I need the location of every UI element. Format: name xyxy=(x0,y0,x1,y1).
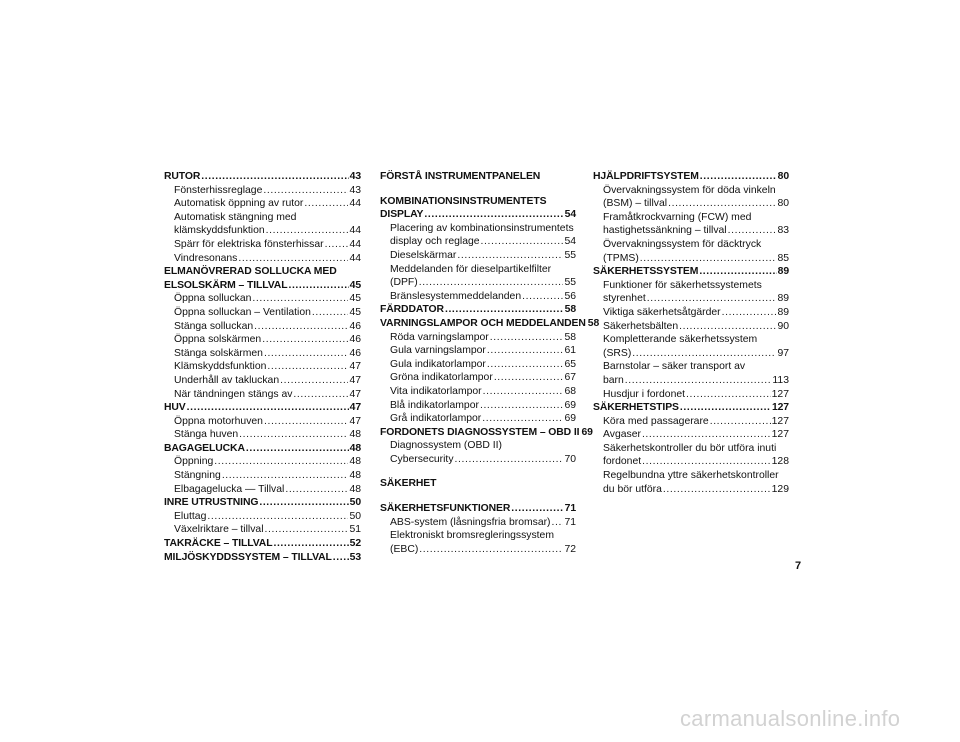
leader-dots xyxy=(522,290,563,304)
toc-subentry[interactable] xyxy=(164,510,361,524)
toc-subentry-line: Framåtkrockvarning (FCW) med xyxy=(603,211,752,223)
toc-section[interactable] xyxy=(380,502,576,516)
toc-subentry-title: Gröna indikatorlampor xyxy=(390,372,493,384)
toc-subentry-page: 46 xyxy=(349,320,361,332)
toc-section-page: 43 xyxy=(349,171,361,182)
toc-subentry-line: Funktioner för säkerhetssystemets xyxy=(603,279,762,291)
toc-subentry[interactable] xyxy=(380,516,576,530)
leader-dots xyxy=(424,208,563,222)
toc-subentry-title: (SRS) xyxy=(603,347,632,359)
leader-dots xyxy=(222,469,349,483)
toc-section-title: HJÄLPDRIFTSYSTEM xyxy=(593,171,699,182)
toc-section-title: FORDONETS DIAGNOSSYSTEM – OBD II xyxy=(380,426,580,438)
leader-dots xyxy=(266,224,349,238)
toc-subentry[interactable] xyxy=(380,543,576,557)
leader-dots xyxy=(252,292,348,306)
toc-subentry-title: du bör utföra xyxy=(603,483,662,495)
toc-subentry-title: Eluttag xyxy=(174,510,207,522)
toc-section-title: INRE UTRUSTNING xyxy=(164,497,259,509)
toc-subentry-title: Automatisk öppning av rutor xyxy=(174,198,304,210)
toc-subentry-title: Dieselskärmar xyxy=(390,249,457,261)
toc-subentry[interactable] xyxy=(380,399,576,413)
leader-dots xyxy=(214,455,348,469)
toc-subentry[interactable] xyxy=(164,469,361,483)
toc-subentry[interactable] xyxy=(593,197,789,211)
toc-subentry[interactable] xyxy=(593,388,789,402)
toc-section-line: KOMBINATIONSINSTRUMENTETS xyxy=(380,195,547,207)
toc-subentry[interactable] xyxy=(380,371,576,385)
toc-section[interactable] xyxy=(164,551,361,565)
toc-subentry-page: 44 xyxy=(349,252,361,264)
toc-subentry[interactable] xyxy=(593,252,789,266)
toc-subentry[interactable] xyxy=(380,249,576,263)
toc-section-line: ELMANÖVRERAD SOLLUCKA MED xyxy=(164,266,337,278)
toc-section-page: 50 xyxy=(349,497,361,509)
toc-subentry-page: 47 xyxy=(349,388,361,400)
toc-subentry-title: Fönsterhissreglage xyxy=(174,184,263,196)
toc-subentry-title: Stänga huven xyxy=(174,429,239,441)
toc-section[interactable] xyxy=(164,170,361,184)
toc-subentry-title: Blå indikatorlampor xyxy=(390,399,479,411)
toc-subentry[interactable] xyxy=(164,415,361,429)
leader-dots xyxy=(722,306,777,320)
toc-subentry-page: 44 xyxy=(349,238,361,250)
toc-section[interactable] xyxy=(164,537,361,551)
toc-subentry[interactable] xyxy=(164,306,361,320)
toc-subentry-title: Stänga solluckan xyxy=(174,320,254,332)
toc-subentry-page: 65 xyxy=(564,358,576,370)
toc-subentry-page: 80 xyxy=(777,198,789,210)
toc-subentry-title: Säkerhetsbälten xyxy=(603,320,679,332)
toc-subentry-page: 55 xyxy=(564,277,576,289)
toc-subentry-page: 67 xyxy=(564,372,576,384)
leader-dots xyxy=(699,265,776,279)
toc-subentry[interactable] xyxy=(164,320,361,334)
toc-subentry[interactable] xyxy=(380,453,576,467)
toc-subentry[interactable] xyxy=(164,374,361,388)
toc-subentry-page: 72 xyxy=(564,543,576,555)
toc-subentry-page: 127 xyxy=(771,388,789,400)
leader-dots xyxy=(632,347,776,361)
toc-subentry[interactable] xyxy=(164,455,361,469)
toc-subentry-title: (TPMS) xyxy=(603,252,639,264)
toc-subentry-title: (BSM) – tillval xyxy=(603,198,668,210)
toc-subentry-title: Vindresonans xyxy=(174,252,238,264)
toc-subentry-page: 50 xyxy=(349,510,361,522)
spacer xyxy=(380,491,576,502)
toc-subentry-page: 61 xyxy=(564,345,576,357)
leader-dots xyxy=(280,374,348,388)
toc-subentry-title: Öppning xyxy=(174,456,214,468)
toc-subentry-page: 89 xyxy=(777,306,789,318)
toc-subentry-title: display och reglage xyxy=(390,236,480,248)
leader-dots xyxy=(480,399,563,413)
toc-subentry-page: 44 xyxy=(349,198,361,210)
toc-subentry[interactable] xyxy=(164,238,361,252)
toc-subentry-page: 48 xyxy=(349,483,361,495)
leader-dots xyxy=(494,371,564,385)
toc-section-page: 71 xyxy=(564,503,576,515)
toc-section[interactable] xyxy=(593,170,789,184)
toc-section-title: MILJÖSKYDDSSYSTEM – TILLVAL xyxy=(164,551,332,563)
toc-section-page: 48 xyxy=(349,442,361,454)
toc-subentry-page: 45 xyxy=(349,293,361,305)
toc-subentry-title: Elbagagelucka — Tillval xyxy=(174,483,285,495)
toc-section-page: 89 xyxy=(777,266,789,278)
leader-dots xyxy=(325,238,349,252)
leader-dots xyxy=(304,197,348,211)
leader-dots xyxy=(293,388,348,402)
toc-section[interactable] xyxy=(164,401,361,415)
toc-subentry-title: Öppna solluckan xyxy=(174,293,252,305)
toc-subentry[interactable] xyxy=(380,331,576,345)
leader-dots xyxy=(273,537,348,551)
toc-subentry[interactable] xyxy=(380,276,576,290)
leader-dots xyxy=(481,235,564,249)
toc-subentry-title: Husdjur i fordonet xyxy=(603,388,686,400)
leader-dots xyxy=(487,358,564,372)
toc-section[interactable] xyxy=(380,317,600,331)
leader-dots xyxy=(285,483,348,497)
leader-dots xyxy=(239,428,348,442)
toc-subentry-page: 46 xyxy=(349,347,361,359)
leader-dots xyxy=(246,442,349,456)
toc-subentry-line: Elektroniskt bromsregleringssystem xyxy=(390,530,554,542)
toc-subentry-page: 69 xyxy=(564,399,576,411)
leader-dots xyxy=(680,401,771,415)
leader-dots xyxy=(552,516,564,530)
toc-subentry-page: 48 xyxy=(349,429,361,441)
toc-subentry-page: 85 xyxy=(777,252,789,264)
toc-section-page: 54 xyxy=(564,209,576,221)
leader-dots xyxy=(264,415,348,429)
toc-subentry-page: 56 xyxy=(564,290,576,302)
toc-section-title: SÄKERHETSTIPS xyxy=(593,402,679,414)
leader-dots xyxy=(262,333,348,347)
toc-subentry-title: hastighetssänkning – tillval xyxy=(603,225,727,237)
toc-section[interactable] xyxy=(164,279,361,293)
leader-dots xyxy=(483,385,564,399)
leader-dots xyxy=(625,374,772,388)
leader-dots xyxy=(201,170,348,184)
toc-subentry-line: Automatisk stängning med xyxy=(174,211,297,223)
toc-subentry[interactable] xyxy=(164,428,361,442)
toc-subentry-page: 47 xyxy=(349,361,361,373)
leader-dots xyxy=(663,483,771,497)
toc-section-title: HUV xyxy=(164,402,186,414)
toc-section-title: RUTOR xyxy=(164,171,201,182)
toc-subentry-page: 45 xyxy=(349,306,361,318)
toc-section[interactable] xyxy=(380,303,576,317)
toc-subentry-title: Grå indikatorlampor xyxy=(390,413,482,425)
toc-column-1 xyxy=(164,170,361,564)
toc-section-page: 52 xyxy=(349,538,361,550)
toc-subentry[interactable] xyxy=(593,292,789,306)
toc-subentry-page: 44 xyxy=(349,225,361,237)
toc-subentry[interactable] xyxy=(593,320,789,334)
toc-subentry[interactable] xyxy=(164,388,361,402)
toc-subentry-page: 127 xyxy=(771,415,789,427)
toc-subentry[interactable] xyxy=(593,483,789,497)
toc-subentry[interactable] xyxy=(593,224,789,238)
toc-section-page: 58 xyxy=(587,317,600,329)
toc-subentry[interactable] xyxy=(164,347,361,361)
toc-subentry-line: Säkerhetskontroller du bör utföra inuti xyxy=(603,442,777,454)
toc-subentry-page: 129 xyxy=(771,483,789,495)
leader-dots xyxy=(267,360,348,374)
toc-subentry-title: Växelriktare – tillval xyxy=(174,524,264,536)
spacer xyxy=(380,466,576,477)
toc-subentry-page: 54 xyxy=(564,236,576,248)
toc-subentry-page: 47 xyxy=(349,374,361,386)
toc-subentry[interactable] xyxy=(164,333,361,347)
toc-subentry-title: Öppna solluckan – Ventilation xyxy=(174,306,311,318)
toc-column-2 xyxy=(380,170,600,556)
toc-subentry-title: Klämskyddsfunktion xyxy=(174,361,267,373)
toc-subentry[interactable] xyxy=(380,235,576,249)
leader-dots xyxy=(263,184,348,198)
toc-subentry[interactable] xyxy=(593,347,789,361)
toc-section[interactable] xyxy=(593,265,789,279)
toc-subentry-page: 48 xyxy=(349,456,361,468)
toc-subentry-page: 55 xyxy=(564,249,576,261)
leader-dots xyxy=(238,252,348,266)
toc-subentry-title: (EBC) xyxy=(390,543,419,555)
toc-subentry-page: 69 xyxy=(564,413,576,425)
toc-subentry-page: 51 xyxy=(349,524,361,536)
toc-section-title: FÄRDDATOR xyxy=(380,304,444,316)
toc-subentry-line: Meddelanden för dieselpartikelfilter xyxy=(390,263,552,275)
toc-section-title: TAKRÄCKE – TILLVAL xyxy=(164,538,273,550)
toc-section[interactable] xyxy=(380,426,593,440)
toc-subentry[interactable] xyxy=(164,252,361,266)
toc-subentry-title: Underhåll av takluckan xyxy=(174,374,280,386)
toc-section-page: 80 xyxy=(777,171,789,182)
toc-section-page: 53 xyxy=(349,551,361,563)
leader-dots xyxy=(647,292,777,306)
leader-dots xyxy=(668,197,776,211)
toc-subentry-title: När tändningen stängs av xyxy=(174,388,293,400)
leader-dots xyxy=(686,388,771,402)
leader-dots xyxy=(487,344,564,358)
toc-subentry-page: 68 xyxy=(564,385,576,397)
toc-subentry-title: klämskyddsfunktion xyxy=(174,225,265,237)
toc-subentry-title: Öppna motorhuven xyxy=(174,415,263,427)
toc-section[interactable] xyxy=(164,442,361,456)
leader-dots xyxy=(710,415,771,429)
toc-subentry-title: Vita indikatorlampor xyxy=(390,385,482,397)
leader-dots xyxy=(490,331,564,345)
toc-subentry-title: Öppna solskärmen xyxy=(174,334,262,346)
toc-subentry-page: 48 xyxy=(349,470,361,482)
toc-subentry[interactable] xyxy=(164,483,361,497)
toc-subentry-page: 97 xyxy=(777,347,789,359)
toc-subentry[interactable] xyxy=(164,523,361,537)
toc-subentry[interactable] xyxy=(164,197,361,211)
toc-subentry-title: Köra med passagerare xyxy=(603,415,709,427)
toc-subentry-title: Avgaser xyxy=(603,429,641,441)
toc-subentry-page: 83 xyxy=(777,225,789,237)
page-number: 7 xyxy=(795,560,802,572)
leader-dots xyxy=(642,428,771,442)
toc-subentry-title: barn xyxy=(603,374,624,386)
chapter-heading: SÄKERHET xyxy=(380,478,437,490)
toc-subentry[interactable] xyxy=(593,455,789,469)
toc-subentry-title: Viktiga säkerhetsåtgärder xyxy=(603,306,721,318)
leader-dots xyxy=(264,347,348,361)
toc-subentry[interactable] xyxy=(593,306,789,320)
toc-section-title: DISPLAY xyxy=(380,209,424,221)
toc-subentry-line: Placering av kombinationsinstrumentets xyxy=(390,222,574,234)
leader-dots xyxy=(700,170,777,184)
leader-dots xyxy=(312,306,349,320)
leader-dots xyxy=(457,249,563,263)
toc-subentry-page: 46 xyxy=(349,334,361,346)
toc-subentry[interactable] xyxy=(593,374,789,388)
toc-subentry-line: Övervakningssystem för döda vinkeln xyxy=(603,184,776,196)
leader-dots xyxy=(288,279,348,293)
leader-dots xyxy=(265,523,349,537)
toc-subentry[interactable] xyxy=(380,385,576,399)
toc-section[interactable] xyxy=(380,208,576,222)
toc-subentry-line: Regelbundna yttre säkerhetskontroller xyxy=(603,470,779,482)
toc-section-page: 45 xyxy=(349,279,361,291)
toc-subentry[interactable] xyxy=(593,428,789,442)
toc-section[interactable] xyxy=(593,401,789,415)
leader-dots xyxy=(254,320,348,334)
toc-column-3 xyxy=(593,170,789,496)
toc-subentry-title: Cybersecurity xyxy=(390,453,454,465)
watermark-footer: carmanualsonline.info xyxy=(680,706,901,731)
toc-section-title: VARNINGSLAMPOR OCH MEDDELANDEN xyxy=(380,317,586,329)
toc-subentry-title: Stänga solskärmen xyxy=(174,347,263,359)
toc-subentry-title: (DPF) xyxy=(390,277,418,289)
leader-dots xyxy=(333,551,349,565)
toc-subentry-page: 71 xyxy=(564,516,576,528)
toc-subentry-page: 70 xyxy=(564,453,576,465)
leader-dots xyxy=(187,401,349,415)
toc-subentry-page: 90 xyxy=(777,320,789,332)
leader-dots xyxy=(259,496,348,510)
toc-subentry-line: Diagnossystem (OBD II) xyxy=(390,440,503,452)
leader-dots xyxy=(419,276,564,290)
toc-subentry[interactable] xyxy=(380,290,576,304)
toc-subentry-title: ABS-system (låsningsfria bromsar) xyxy=(390,516,551,528)
leader-dots xyxy=(455,453,564,467)
leader-dots xyxy=(482,412,563,426)
spacer xyxy=(380,184,576,195)
toc-subentry-line: Barnstolar – säker transport av xyxy=(603,361,746,373)
toc-subentry-page: 43 xyxy=(349,184,361,196)
toc-subentry-page: 89 xyxy=(777,293,789,305)
leader-dots xyxy=(728,224,777,238)
toc-section-title: ELSOLSKÄRM – TILLVAL xyxy=(164,279,288,291)
toc-section-page: 58 xyxy=(564,304,576,316)
toc-subentry-page: 128 xyxy=(771,456,789,468)
toc-subentry[interactable] xyxy=(164,224,361,238)
leader-dots xyxy=(445,303,564,317)
toc-section-title: BAGAGELUCKA xyxy=(164,442,245,454)
toc-subentry[interactable] xyxy=(380,358,576,372)
toc-subentry[interactable] xyxy=(593,415,789,429)
leader-dots xyxy=(642,455,771,469)
leader-dots xyxy=(640,252,777,266)
toc-section-page: 47 xyxy=(349,402,361,414)
toc-subentry[interactable] xyxy=(164,292,361,306)
toc-subentry-title: styrenhet xyxy=(603,293,646,305)
leader-dots xyxy=(207,510,348,524)
toc-subentry[interactable] xyxy=(380,412,576,426)
leader-dots xyxy=(511,502,563,516)
leader-dots xyxy=(419,543,563,557)
toc-subentry-title: fordonet xyxy=(603,456,642,468)
toc-subentry-line: Övervakningssystem för däcktryck xyxy=(603,238,762,250)
toc-section-page: 69 xyxy=(581,426,593,438)
toc-subentry[interactable] xyxy=(164,360,361,374)
toc-subentry-title: Gula indikatorlampor xyxy=(390,358,486,370)
toc-subentry[interactable] xyxy=(380,344,576,358)
toc-section-title: SÄKERHETSFUNKTIONER xyxy=(380,503,511,515)
leader-dots xyxy=(679,320,776,334)
toc-subentry-title: Bränslesystemmeddelanden xyxy=(390,290,522,302)
toc-subentry-title: Stängning xyxy=(174,470,221,482)
toc-subentry[interactable] xyxy=(164,184,361,198)
toc-section[interactable] xyxy=(164,496,361,510)
toc-subentry-title: Röda varningslampor xyxy=(390,331,489,343)
toc-section-title: SÄKERHETSSYSTEM xyxy=(593,266,699,278)
toc-subentry-line: Kompletterande säkerhetssystem xyxy=(603,334,758,346)
toc-subentry-page: 113 xyxy=(772,374,789,386)
toc-subentry-page: 127 xyxy=(771,429,789,441)
toc-subentry-page: 58 xyxy=(564,331,576,343)
chapter-heading: FÖRSTÅ INSTRUMENTPANELEN xyxy=(380,171,541,182)
toc-subentry-page: 47 xyxy=(349,415,361,427)
toc-section-page: 127 xyxy=(771,402,789,414)
toc-subentry-title: Spärr för elektriska fönsterhissar xyxy=(174,238,324,250)
toc-subentry-title: Gula varningslampor xyxy=(390,345,486,357)
